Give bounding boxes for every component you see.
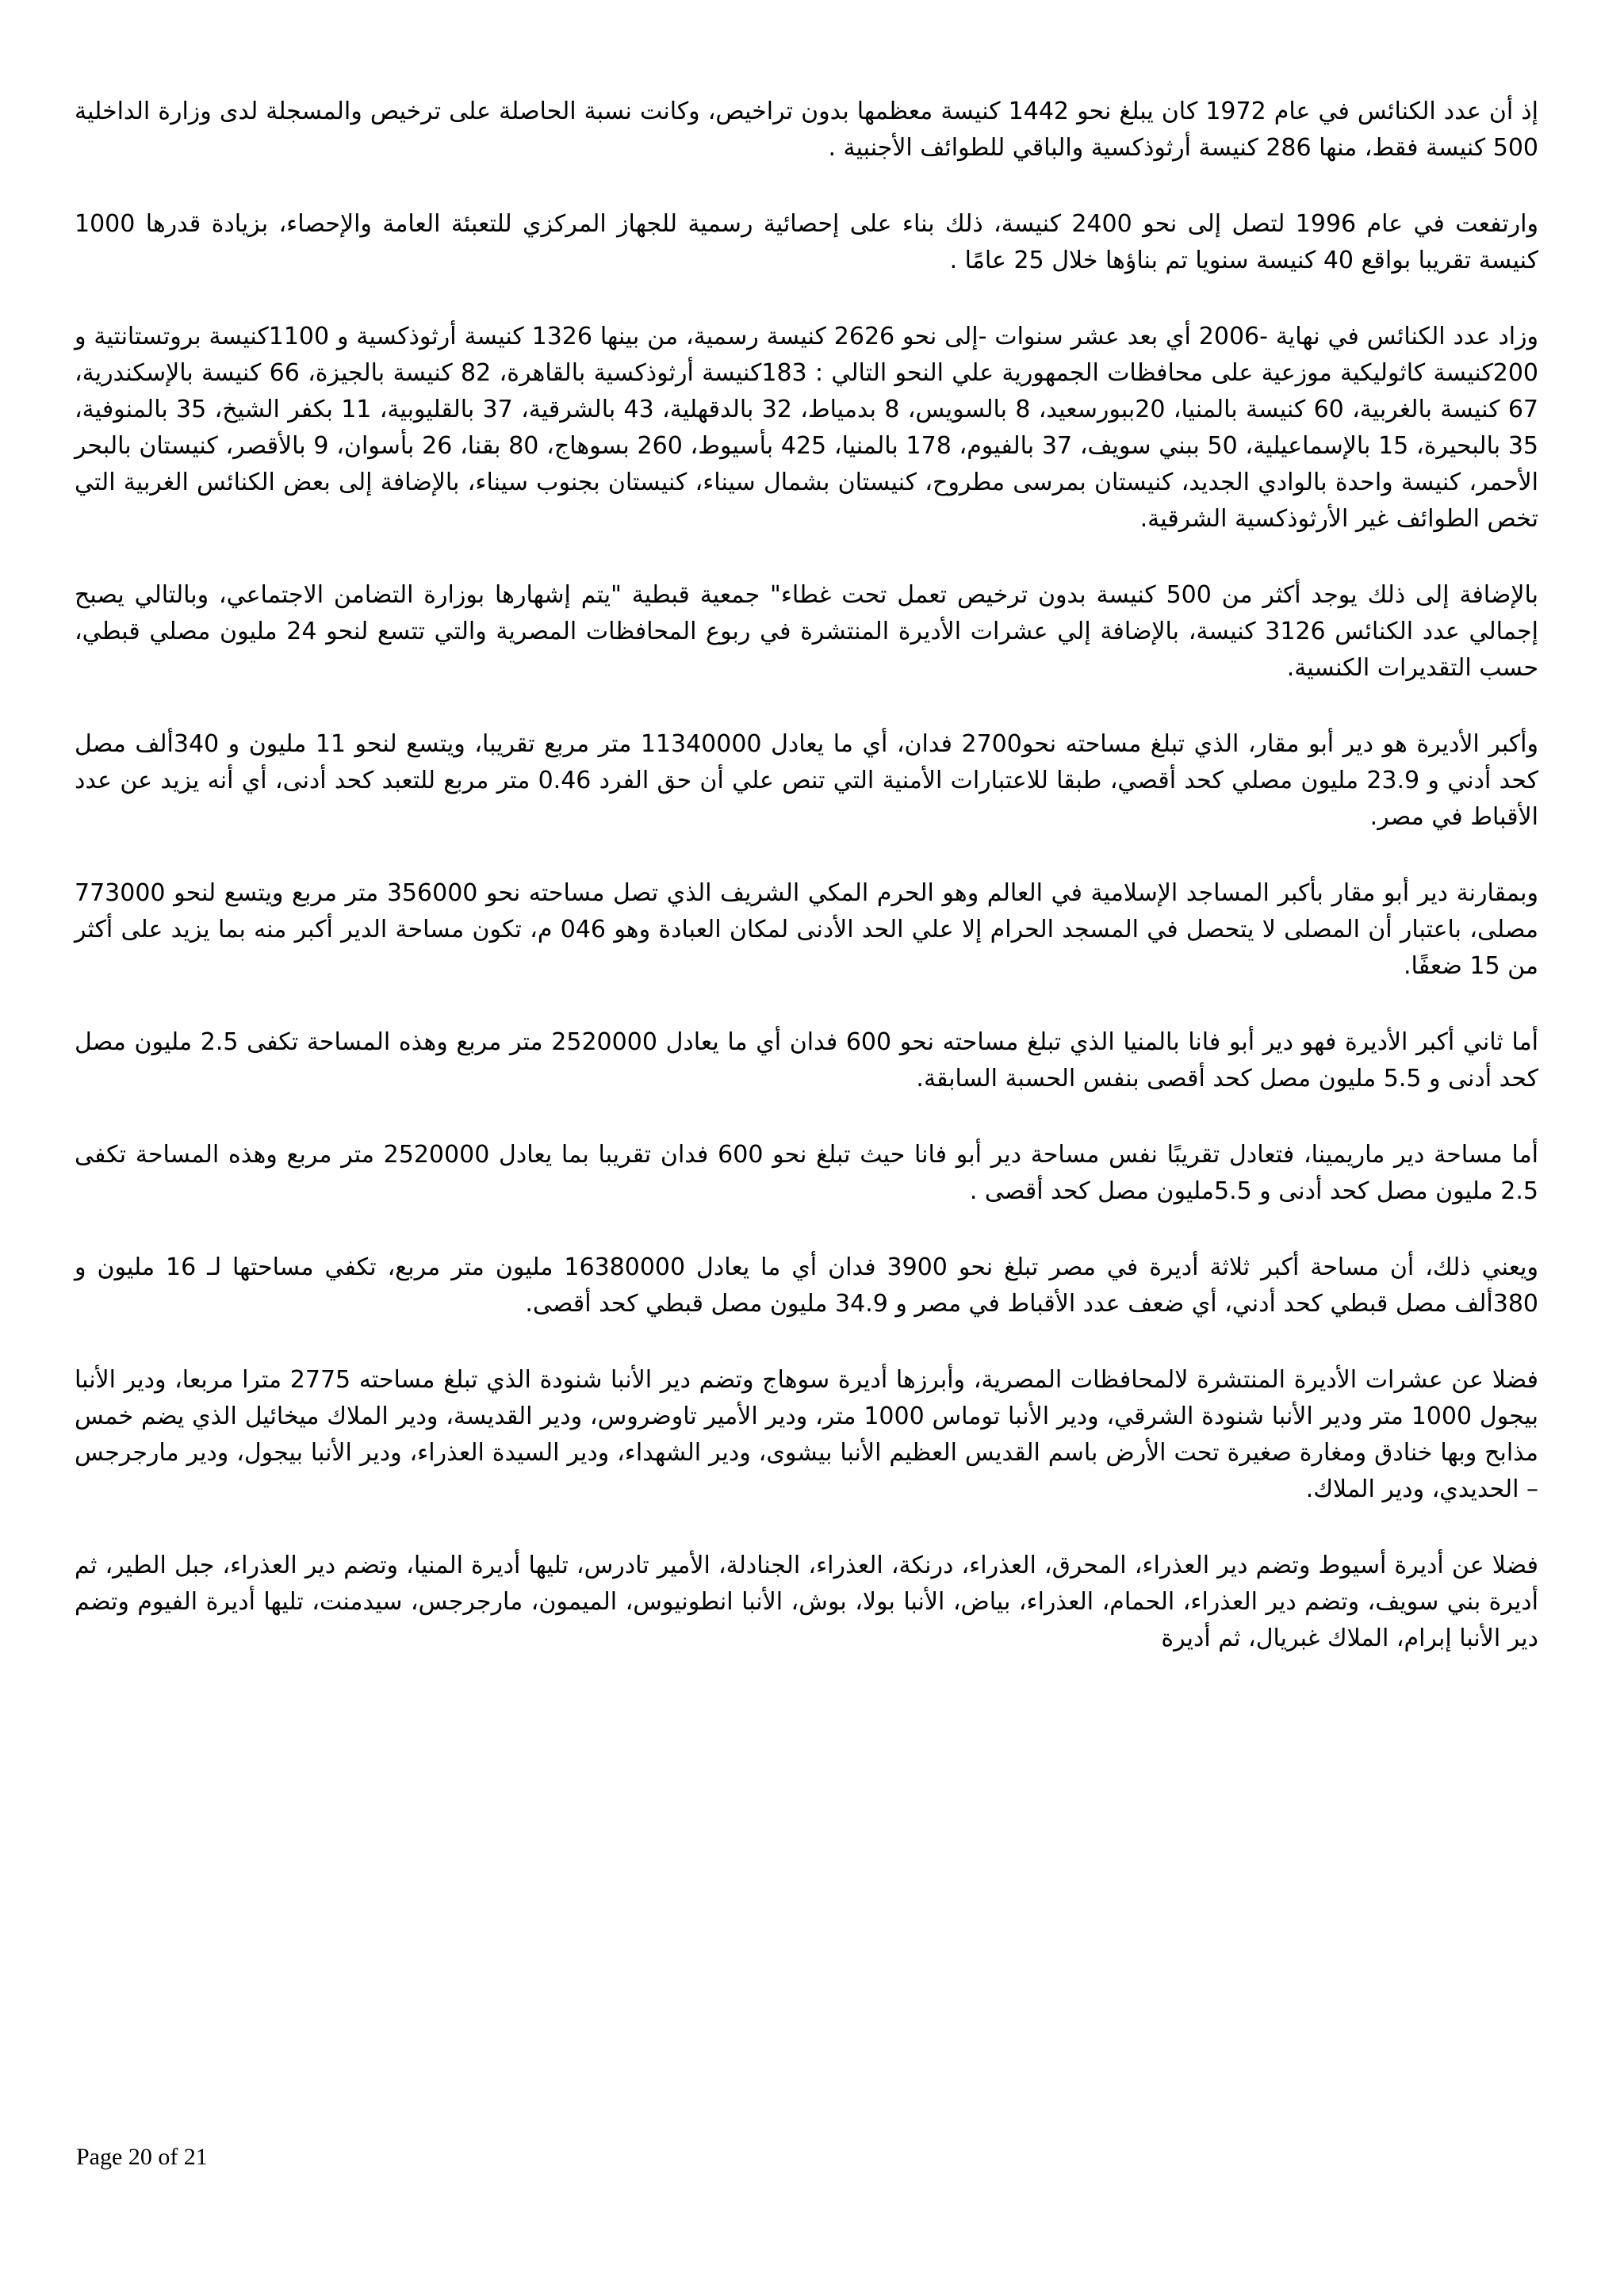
paragraph-2: وارتفعت في عام 1996 لتصل إلى نحو 2400 كنيسة، ذلك بناء على إحصائية رسمية للجهاز المركزي للتعبئة العامة والإحصاء، بزيادة قدرها 1000 كنيسة تقريبا بواقع 40 كنيسة سنويا تم بناؤها خلال 25 عامًا . xyxy=(75,210,1538,274)
paragraph-10: فضلا عن عشرات الأديرة المنتشرة لالمحافظات المصرية، وأبرزها أديرة سوهاج وتضم دير الأنبا شنودة الذي تبلغ مساحته 2775 مترا مربعا، ودير الأنبا بيجول 1000 متر ودير الأنبا شنودة الشرقي، ودير الأنبا توماس 1000 متر، ودير الأمير تاوضروس، ودير القديسة، ودير الملاك ميخائيل الذي يضم خمس مذابح وبها خنادق ومغارة صغيرة تحت الأرض باسم القديس العظيم الأنبا بيشوى، ودير الشهداء، ودير السيدة العذراء، ودير الأنبا بيجول، ودير مارجرجس – الحديدي، ودير الملاك. xyxy=(75,1366,1538,1503)
paragraph-11: فضلا عن أديرة أسيوط وتضم دير العذراء، المحرق، العذراء، درنكة، العذراء، الجنادلة، الأمير تادرس، تليها أديرة المنيا، وتضم دير العذراء، جبل الطير، ثم أديرة بني سويف، وتضم دير العذراء، الحمام، العذراء، بياض، الأنبا بولا، بوش، الأنبا انطونيوس، الميمون، مارجرجس، سيدمنت، تليها أديرة الفيوم وتضم دير الأنبا إبرام، الملاك غبريال، ثم أديرة xyxy=(75,1552,1538,1652)
paragraph-8: أما مساحة دير ماريمينا، فتعادل تقريبًا نفس مساحة دير أبو فانا حيث تبلغ نحو 600 فدان تقريبا بما يعادل 2520000 متر مربع وهذه المساحة تكفى 2.5 مليون مصل كحد أدنى و 5.5مليون مصل كحد أقصى . xyxy=(75,1141,1538,1205)
paragraph-7: أما ثاني أكبر الأديرة فهو دير أبو فانا بالمنيا الذي تبلغ مساحته نحو 600 فدان أي ما يعادل 2520000 متر مربع وهذه المساحة تكفى 2.5 مليون مصل كحد أدنى و 5.5 مليون مصل كحد أقصى بنفس الحسبة السابقة. xyxy=(75,1028,1538,1093)
page-number: Page 20 of 21 xyxy=(76,2144,208,2170)
paragraph-9: ويعني ذلك، أن مساحة أكبر ثلاثة أديرة في مصر تبلغ نحو 3900 فدان أي ما يعادل 16380000 مليون متر مربع، تكفي مساحتها لـ 16 مليون و 380ألف مصل قبطي كحد أدني، أي ضعف عدد الأقباط في مصر و 34.9 مليون مصل قبطي كحد أقصى. xyxy=(75,1253,1538,1318)
paragraph-6: وبمقارنة دير أبو مقار بأكبر المساجد الإسلامية في العالم وهو الحرم المكي الشريف الذي تصل مساحته نحو 356000 متر مربع ويتسع لنحو 773000 مصلى، باعتبار أن المصلى لا يتحصل في المسجد الحرام إلا علي الحد الأدنى لمكان العبادة وهو 046 م، تكون مساحة الدير أكبر منه بما يزيد على أكثر من 15 ضعفًا. xyxy=(75,879,1538,980)
paragraph-3: وزاد عدد الكنائس في نهاية -2006 أي بعد عشر سنوات -إلى نحو 2626 كنيسة رسمية، من بينها 1326 كنيسة أرثوذكسية و 1100كنيسة بروتستانتية و 200كنيسة كاثوليكية موزعية على محافظات الجمهورية علي النحو التالي : 183كنيسة أرثوذكسية بالقاهرة، 82 كنيسة بالجيزة، 66 كنيسة بالإسكندرية، 67 كنيسة بالغربية، 60 كنيسة بالمنيا، 20ببورسعيد، 8 بالسويس، 8 بدمياط، 32 بالدقهلية، 43 بالشرقية، 37 بالقليوبية، 11 بكفر الشيخ، 35 بالمنوفية، 35 بالبحيرة، 15 بالإسماعيلية، 50 ببني سويف، 37 بالفيوم، 178 بالمنيا، 425 بأسيوط، 260 بسوهاج، 80 بقنا، 26 بأسوان، 9 بالأقصر، كنيستان بالبحر الأحمر، كنيسة واحدة بالوادي الجديد، كنيستان بمرسى مطروح، كنيستان بشمال سيناء، كنيستان بجنوب سيناء، بالإضافة إلى بعض الكنائس الغربية التي تخص الطوائف غير الأرثوذكسية الشرقية. xyxy=(75,323,1539,533)
paragraph-5: وأكبر الأديرة هو دير أبو مقار، الذي تبلغ مساحته نحو2700 فدان، أي ما يعادل 11340000 متر مربع تقريبا، ويتسع لنحو 11 مليون و 340ألف مصل كحد أدني و 23.9 مليون مصلي كحد أقصي، طبقا للاعتبارات الأمنية التي تنص علي أن حق الفرد 0.46 متر مربع للتعبد كحد أدنى، أي أنه يزيد عن عدد الأقباط في مصر. xyxy=(75,730,1539,831)
document-body xyxy=(75,94,1538,1657)
paragraph-1: إذ أن عدد الكنائس في عام 1972 كان يبلغ نحو 1442 كنيسة معظمها بدون تراخيص، وكانت نسبة الحاصلة على ترخيص والمسجلة لدى وزارة الداخلية 500 كنيسة فقط، منها 286 كنيسة أرثوذكسية والباقي للطوائف الأجنبية . xyxy=(75,98,1539,162)
paragraph-4: بالإضافة إلى ذلك يوجد أكثر من 500 كنيسة بدون ترخيص تعمل تحت غطاء" جمعية قبطية "يتم إشهارها بوزارة التضامن الاجتماعي، وبالتالي يصبح إجمالي عدد الكنائس 3126 كنيسة، بالإضافة إلي عشرات الأديرة المنتشرة في ربوع المحافظات المصرية والتي تتسع لنحو 24 مليون مصلي قبطي، حسب التقديرات الكنسية. xyxy=(75,581,1539,682)
